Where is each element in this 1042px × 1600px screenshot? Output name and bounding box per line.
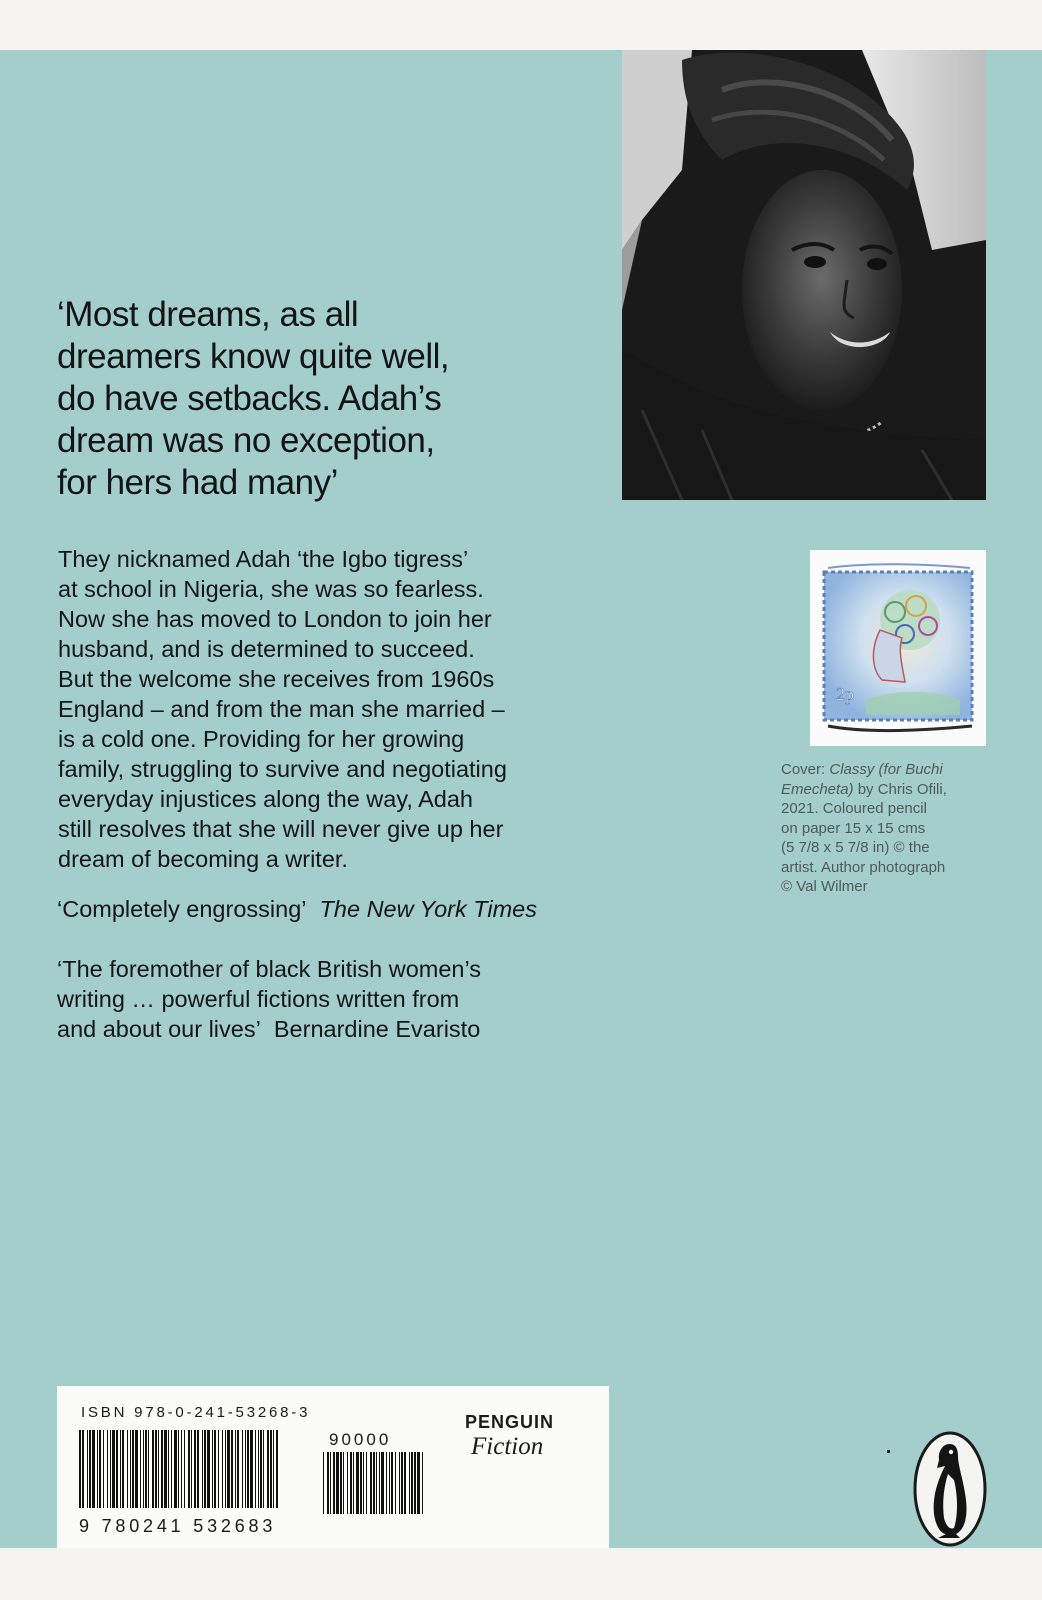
barcode-bar [152, 1430, 154, 1508]
review-quote-text: and about our lives’ [57, 1016, 261, 1042]
barcode-bar [122, 1430, 124, 1508]
addon-bar [340, 1452, 342, 1514]
blurb-line: They nicknamed Adah ‘the Igbo tigress’ [58, 546, 469, 572]
addon-bar [333, 1452, 335, 1514]
cover-credit-line: on paper 15 x 15 cms [781, 819, 926, 837]
barcode-bar [112, 1430, 115, 1508]
barcode-bar [255, 1430, 256, 1508]
addon-bar [411, 1452, 413, 1514]
addon-bar [409, 1452, 410, 1514]
barcode-bar [245, 1430, 246, 1508]
barcode-bar [250, 1430, 253, 1508]
cover-credit-line: (5 7/8 x 5 7/8 in) © the [781, 839, 930, 856]
barcode-bar [191, 1430, 192, 1508]
registration-mark [887, 1450, 890, 1453]
barcode-bar [132, 1430, 134, 1508]
barcode-bar [204, 1430, 206, 1508]
review-source: The New York Times [319, 896, 538, 922]
addon-bar [347, 1452, 348, 1514]
pull-quote-line: do have setbacks. Adah’s [57, 379, 442, 418]
addon-bar [422, 1452, 423, 1514]
barcode-bar [242, 1430, 243, 1508]
barcode-bar [267, 1430, 269, 1508]
addon-bar [399, 1452, 400, 1514]
addon-bar [356, 1452, 359, 1514]
addon-bar [370, 1452, 372, 1514]
addon-bar [417, 1452, 420, 1514]
barcode-bar [178, 1430, 179, 1508]
author-photo [622, 50, 986, 500]
barcode-bar [225, 1430, 226, 1508]
barcode-bar [181, 1430, 182, 1508]
barcode-bar [116, 1430, 118, 1508]
barcode-bar [87, 1430, 88, 1508]
addon-bar [379, 1452, 380, 1514]
addon-bar [353, 1452, 354, 1514]
addon-bar [373, 1452, 375, 1514]
barcode-bar [168, 1430, 169, 1508]
cover-credit-line: © Val Wilmer [781, 878, 868, 895]
barcode-bar [235, 1430, 236, 1508]
barcode-bar [110, 1430, 111, 1508]
barcode-bar [145, 1430, 147, 1508]
isbn-label: ISBN 978-0-241-53268-3 [81, 1404, 311, 1421]
barcode-bar [103, 1430, 104, 1508]
barcode-bar [148, 1430, 149, 1508]
pull-quote-line: dreamers know quite well, [57, 337, 450, 376]
blurb-line: family, struggling to survive and negotiating [58, 756, 507, 782]
addon-bar [363, 1452, 364, 1514]
barcode-bar [140, 1430, 141, 1508]
addon-bar [386, 1452, 387, 1514]
barcode-bar [164, 1430, 167, 1508]
barcode-bar [218, 1430, 219, 1508]
addon-bar [404, 1452, 406, 1514]
barcode-bar [171, 1430, 172, 1508]
blurb-line: still resolves that she will never give up her [58, 816, 504, 842]
addon-bar [391, 1452, 393, 1514]
book-blurb [58, 544, 618, 874]
addon-bar [350, 1452, 352, 1514]
barcode-bar [270, 1430, 272, 1508]
addon-bar [381, 1452, 384, 1514]
isbn-barcode [79, 1430, 449, 1514]
blurb-line: husband, and is determined to succeed. [58, 636, 475, 662]
cover-credit-line: artist. Author photograph [781, 858, 946, 876]
addon-bar [376, 1452, 377, 1514]
cover-credit-prefix: Cover: [781, 761, 830, 778]
barcode-bar [135, 1430, 138, 1508]
addon-bar [366, 1452, 367, 1514]
barcode-bar [202, 1430, 203, 1508]
barcode-bar [174, 1430, 177, 1508]
publisher-name: PENGUIN [465, 1412, 555, 1432]
ean-digits: 9 780241 532683 [79, 1516, 277, 1536]
review-quote-line: ‘The foremother of black British women’s [57, 956, 482, 982]
review-quote-text: ‘Completely engrossing’ [57, 896, 307, 922]
addon-bar [327, 1452, 329, 1514]
blurb-line: is a cold one. Providing for her growing [58, 726, 465, 752]
barcode-bar [130, 1430, 131, 1508]
barcode-bar [214, 1430, 216, 1508]
barcode-bar [158, 1430, 159, 1508]
barcode-bar [188, 1430, 190, 1508]
barcode-bar [247, 1430, 249, 1508]
author-photo-illustration [622, 50, 986, 500]
addon-bar [395, 1452, 396, 1514]
barcode-bar [194, 1430, 196, 1508]
barcode-bar [207, 1430, 210, 1508]
stamp-illustration [810, 550, 986, 746]
barcode-bar [143, 1430, 144, 1508]
barcode-panel [57, 1386, 609, 1548]
review-quote-nyt [57, 894, 637, 924]
barcode-bar [227, 1430, 230, 1508]
cover-credit [781, 760, 1001, 897]
penguin-logo-icon [912, 1430, 988, 1548]
cover-credit-line [781, 760, 1001, 799]
cover-credit-line: 2021. Coloured pencil [781, 800, 927, 817]
addon-bar [330, 1452, 331, 1514]
pull-quote-line: ‘Most dreams, as all [57, 295, 359, 334]
barcode-bar [212, 1430, 213, 1508]
review-quote-evaristo [57, 954, 617, 1044]
barcode-bar [260, 1430, 262, 1508]
barcode-bar [120, 1430, 121, 1508]
addon-bar [343, 1452, 344, 1514]
barcode-bar [97, 1430, 98, 1508]
barcode-bar [89, 1430, 91, 1508]
cover-credit-artist: by Chris Ofili, [853, 780, 947, 798]
barcode-bar [231, 1430, 233, 1508]
addon-bar [360, 1452, 362, 1514]
pull-quote-line: dream was no exception, [57, 421, 435, 460]
review-quote-line [57, 1014, 617, 1044]
review-quote-line: writing … powerful fictions written from [57, 986, 460, 1012]
addon-bar [323, 1452, 324, 1514]
blurb-line: England – and from the man she married – [58, 696, 505, 722]
back-cover [0, 50, 1042, 1548]
blurb-line: everyday injustices along the way, Adah [58, 786, 473, 812]
pull-quote [57, 294, 617, 504]
stamp-denomination: 2p [836, 684, 854, 704]
cover-art-title: Classy (for Buchi Emecheta) [781, 761, 943, 798]
addon-bar [401, 1452, 403, 1514]
cover-art-thumbnail [810, 550, 986, 746]
barcode-bar [263, 1430, 264, 1508]
blurb-line: dream of becoming a writer. [58, 846, 348, 872]
barcode-bar [99, 1430, 101, 1508]
review-source: Bernardine Evaristo [273, 1016, 481, 1042]
barcode-bar [222, 1430, 223, 1508]
barcode-bar [92, 1430, 95, 1508]
barcode-bar [237, 1430, 239, 1508]
barcode-bar [107, 1430, 108, 1508]
blurb-line: But the welcome she receives from 1960s [58, 666, 495, 692]
barcode-bar [127, 1430, 128, 1508]
barcode-bar [276, 1430, 278, 1508]
blurb-line: Now she has moved to London to join her [58, 606, 492, 632]
price-addon-digits: 90000 [329, 1430, 392, 1449]
publisher-imprint [465, 1412, 605, 1461]
addon-bar [389, 1452, 390, 1514]
addon-bar [414, 1452, 416, 1514]
imprint-name: Fiction [471, 1433, 544, 1460]
blurb-line: at school in Nigeria, she was so fearless. [58, 576, 484, 602]
addon-bar [336, 1452, 339, 1514]
barcode-bar [184, 1430, 185, 1508]
barcode-bar [273, 1430, 274, 1508]
barcode-bar [197, 1430, 199, 1508]
barcode-bar [79, 1430, 81, 1508]
barcode-bar [82, 1430, 84, 1508]
barcode-bar [258, 1430, 259, 1508]
barcode-bar [161, 1430, 163, 1508]
barcode-bar [155, 1430, 157, 1508]
pull-quote-line: for hers had many’ [57, 463, 338, 502]
